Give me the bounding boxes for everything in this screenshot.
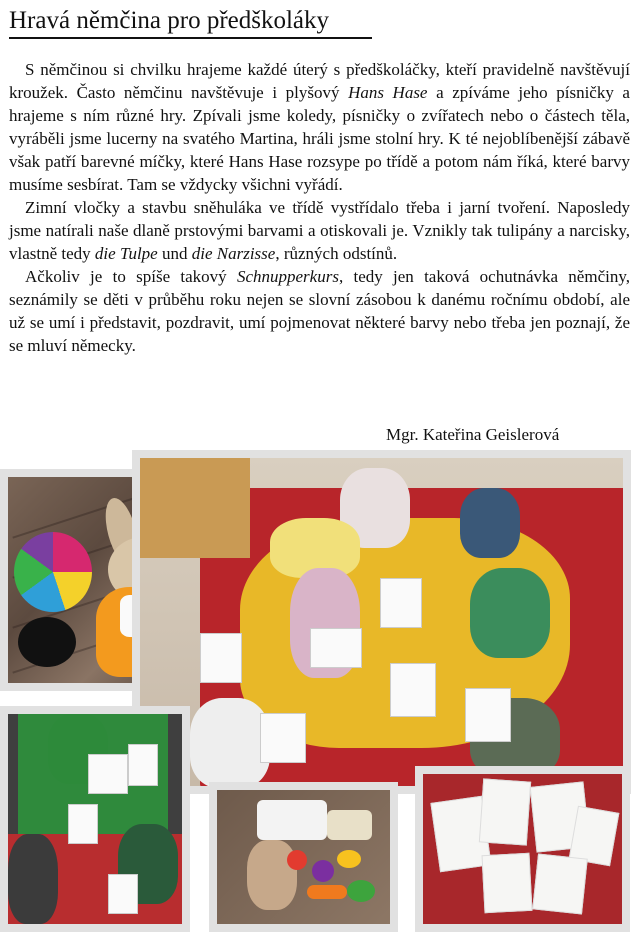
photo-toy-food: [217, 790, 390, 924]
photo-frame-classroom: [132, 450, 631, 794]
photo-drawings: [423, 774, 622, 924]
text-run: S němčinou si chvilku hrajeme každé úterý s předškoláčky, kteří pravidelně navštěvují kroužek. Často němčinu navštěvuje i plyšový: [9, 60, 630, 102]
photo-children-on-rug: [140, 458, 623, 786]
paragraph-3: [9, 265, 630, 357]
colorful-ball: [14, 532, 92, 612]
italic-term: die Tulpe: [94, 244, 158, 263]
author-signature: Mgr. Kateřina Geislerová: [386, 425, 560, 444]
black-ball: [18, 617, 76, 667]
text-run: , různých odstínů.: [275, 244, 398, 263]
article-title: Hravá němčina pro předškoláky: [9, 6, 372, 39]
article-body: [9, 58, 630, 357]
paragraph-2: [9, 196, 630, 265]
photo-children-cards: [8, 714, 182, 924]
italic-term: Hans Hase: [348, 83, 428, 102]
paragraph-1: [9, 58, 630, 196]
photo-frame-drawings: [415, 766, 630, 932]
text-run: Zimní vločky a stavbu sněhuláka ve třídě vystřídalo třeba i jarní tvoření. Naposledy jsme natírali naše dlaně prstovými barvami a otiskovali je. Vznikly tak tulipány a narcisky, vlastně tedy: [9, 198, 630, 263]
italic-term: die Narzisse: [191, 244, 276, 263]
text-run: a zpíváme jeho písničky a hrajeme s ním různé hry. Zpívali jsme koledy, písničky o zvířatech nebo o částech těla, vyráběli jsme lucerny na svatého Martina, hráli jsme stolní hry. K té nejoblíbenější zábavě však patří barevné míčky, které Hans Hase rozsype po třídě a potom nám říká, které barvy musíme sesbírat. Tam se vždycky všichni vyřádí.: [9, 83, 630, 194]
text-run: Ačkoliv je to spíše takový: [25, 267, 237, 286]
italic-term: Schnupperkurs: [236, 267, 339, 286]
photo-frame-cards: [0, 706, 190, 932]
photo-frame-toys: [209, 782, 398, 932]
text-run: und: [157, 244, 192, 263]
text-run: , tedy jen taková ochutnávka němčiny, seznámily se děti v průběhu roku nejen se slovní zásobou k danému ročnímu období, ale už se umí i představit, pozdravit, umí pojmenovat některé barvy nebo třeba jen poznají, že se mluví německy.: [9, 267, 630, 355]
